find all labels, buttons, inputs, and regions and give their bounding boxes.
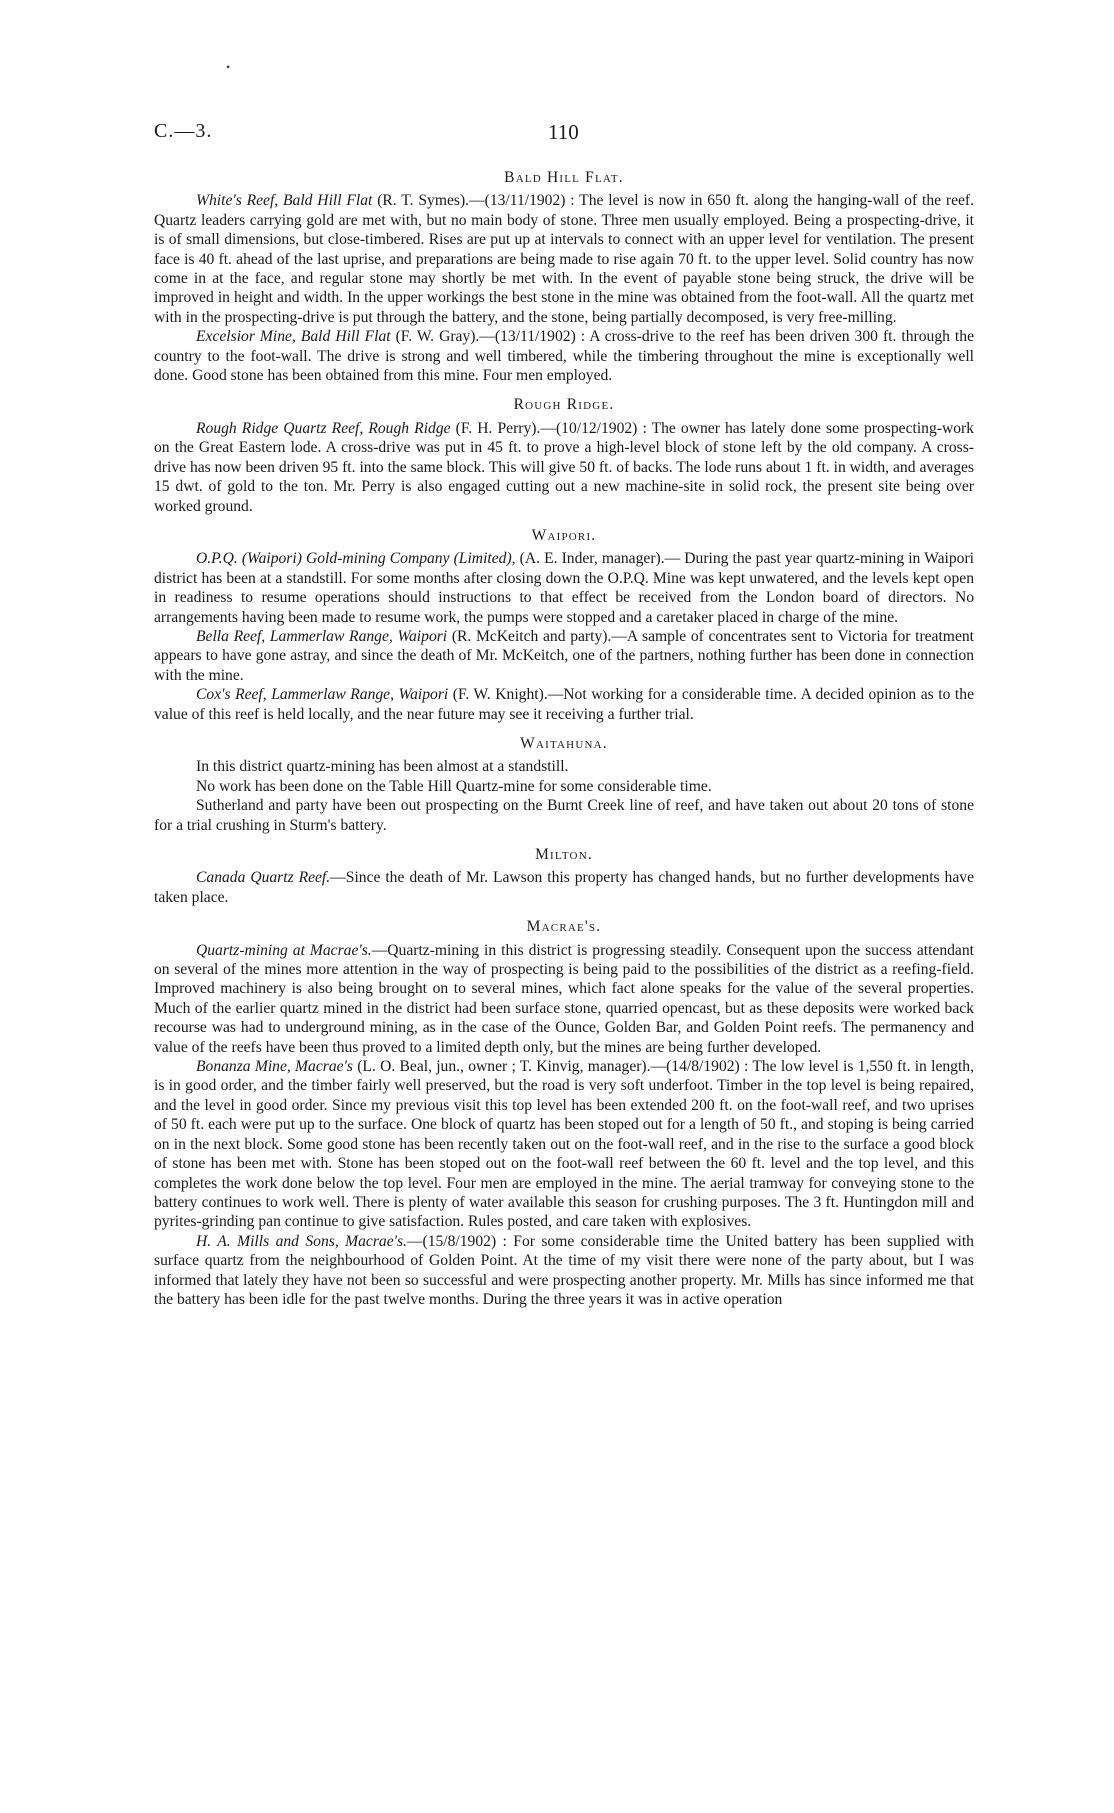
entry-title: Canada Quartz Reef. [196, 869, 331, 887]
page-header [154, 120, 974, 150]
paragraph [154, 627, 974, 685]
entry-text: (L. O. Beal, jun., owner ; T. Kinvig, manager).—(14/8/1902) : The low level is 1,550 ft. in length, is in good order, and the timber fairly well preserved, but the road is very soft underfoot. Timber in the top level is being repaired, and the level in good order. Since my previous visit this top level has been extended 200 ft. on the foot-wall reef, and two uprises of 50 ft. each were put up to the surface. One block of quartz has been stoped out for a length of 50 ft., and stoping is being carried on in the next block. Some good stone has been recently taken out on the foot-wall reef, and in the rise to the surface a good block of stone has been met with. Stone has been stoped out on the foot-wall reef between the 60 ft. level and the top level, and this completes the work done below the top level. Four men are employed in the mine. The aerial tramway for conveying stone to the battery continues to work well. There is plenty of water available this season for crushing purposes. The 3 ft. Huntingdon mill and pyrites-grinding pan continue to give satisfaction. Rules posted, and care taken with explosives. [154, 1058, 974, 1231]
entry-title: Excelsior Mine, Bald Hill Flat [196, 328, 391, 346]
entry-text: (F. W. Gray).—(13/11/1902) : A cross-drive to the reef has been driven 300 ft. through the country to the foot-wall. The drive is strong and well timbered, while the timbering throughout the mine is exceptionally well done. Good stone has been obtained from this mine. Four men employed. [154, 328, 974, 385]
paragraph [154, 419, 974, 516]
paragraph [154, 685, 974, 724]
paragraph [154, 777, 974, 796]
entry-text: (F. H. Perry).—(10/12/1902) : The owner has lately done some prospecting-work on the Great Eastern lode. A cross-drive was put in 45 ft. to prove a high-level block of stone left by the old company. A cross-drive has now been driven 95 ft. into the same block. This will give 50 ft. of backs. The lode runs about 1 ft. in width, and averages 15 dwt. of gold to the ton. Mr. Perry is also engaged cutting out a new machine-site in solid rock, the present site being over worked ground. [154, 419, 974, 515]
entry-text: In this district quartz-mining has been almost at a standstill. [196, 758, 569, 776]
entry-title: O.P.Q. (Waipori) Gold-mining Company (Limited), [196, 550, 516, 568]
entry-text: —Since the death of Mr. Lawson this property has changed hands, but no further developments have taken place. [154, 869, 974, 906]
paragraph [154, 549, 974, 627]
entry-title: White's Reef, Bald Hill Flat [196, 192, 373, 210]
entry-text: (R. McKeitch and party).—A sample of concentrates sent to Victoria for treatment appears to have gone astray, and since the death of Mr. McKeitch, one of the partners, nothing further has been done in connection with the mine. [154, 627, 974, 684]
paragraph [154, 1057, 974, 1232]
entry-title: Cox's Reef, Lammerlaw Range, Waipori [196, 686, 449, 704]
section-heading: Bald Hill Flat. [504, 169, 624, 186]
section-heading: Waitahuna. [520, 734, 608, 752]
entry-text: —Quartz-mining in this district is progressing steadily. Consequent upon the success attendant on several of the mines more attention in the way of prospecting is being paid to the possibilities of the district as a reefing-field. Improved machinery is also being brought on to several mines, which fact alone speaks for the value of the several properties. Much of the earlier quartz mined in the district had been surface stone, quarried opencast, but as these deposits were worked back recourse was had to underground mining, as in the case of the Ounce, Golden Bar, and Golden Point reefs. The permanency and value of the reefs have been thus proved to a limited depth only, but the mines are being further developed. [154, 941, 974, 1056]
paragraph [154, 327, 974, 385]
section-heading: Waipori. [531, 526, 597, 544]
section-heading: Milton. [535, 846, 593, 863]
entry-title: H. A. Mills and Sons, Macrae's. [196, 1232, 407, 1250]
paragraph [154, 191, 974, 327]
report-code: C.—3. [154, 120, 213, 142]
entry-text: Sutherland and party have been out prospecting on the Burnt Creek line of reef, and have taken out about 20 tons of stone for a trial crushing in Sturm's battery. [154, 797, 974, 834]
entry-title: Bella Reef, Lammerlaw Range, Waipori [196, 627, 448, 645]
document-body [154, 168, 974, 1309]
section-heading: Rough Ridge. [513, 396, 615, 414]
paragraph [154, 868, 974, 907]
entry-text: —(15/8/1902) : For some considerable time the United battery has been supplied with surface quartz from the neighbourhood of Golden Point. At the time of my visit there were none of the party about, but I was informed that lately they have not been so successful and were prospecting another property. Mr. Mills has since informed me that the battery has been idle for the past twelve months. During the three years it was in active operation [154, 1232, 974, 1308]
entry-title: Quartz-mining at Macrae's. [196, 941, 372, 959]
entry-text: No work has been done on the Table Hill Quartz-mine for some considerable time. [196, 777, 712, 795]
scan-speck: • [226, 60, 231, 74]
entry-title: Bonanza Mine, Macrae's [196, 1058, 353, 1076]
paragraph [154, 941, 974, 1057]
entry-text: (A. E. Inder, manager).— During the past year quartz-mining in Waipori district has been at a standstill. For some months after closing down the O.P.Q. Mine was kept unwatered, and the levels kept open in readiness to resume operations should instructions to that effect be received from the London board of directors. No arrangements having been made to resume work, the pumps were stopped and a caretaker placed in charge of the mine. [154, 550, 975, 626]
entry-text: (R. T. Symes).—(13/11/1902) : The level is now in 650 ft. along the hanging-wall of the reef. Quartz leaders carrying gold are met with, but no main body of stone. Three men usually employed. Being a prospecting-drive, it is of small dimensions, but close-timbered. Rises are put up at intervals to connect with an upper level for ventilation. The present face is 40 ft. ahead of the last uprise, and preparations are being made to rise again 70 ft. to the upper level. Solid country has now come in at the face, and regular stone may shortly be met with. In the event of payable stone being struck, the drive will be improved in height and width. In the upper workings the best stone in the mine was obtained from the foot-wall. All the quartz met with in the prospecting-drive is put through the battery, and the stone, being partially decomposed, is very free-milling. [154, 192, 974, 326]
paragraph [154, 757, 974, 776]
page-number: 110 [548, 120, 579, 144]
entry-text: (F. W. Knight).—Not working for a considerable time. A decided opinion as to the value of this reef is held locally, and the near future may see it receiving a further trial. [154, 686, 974, 723]
entry-title: Rough Ridge Quartz Reef, Rough Ridge [196, 419, 451, 437]
section-heading: Macrae's. [526, 918, 602, 936]
paragraph [154, 1232, 974, 1310]
paragraph [154, 796, 974, 835]
